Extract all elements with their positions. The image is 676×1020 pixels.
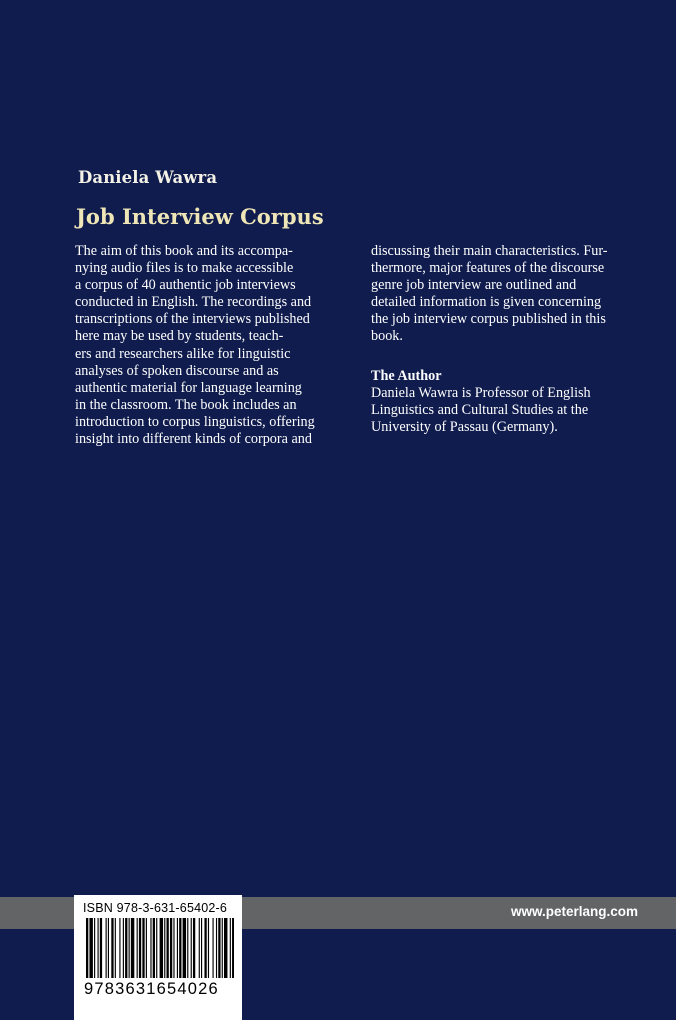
barcode-bar bbox=[177, 918, 178, 978]
barcode-bar bbox=[142, 918, 144, 978]
barcode-digits: 9783631654026 bbox=[84, 980, 219, 998]
barcode-bar bbox=[170, 918, 172, 978]
barcode-bar bbox=[160, 918, 163, 978]
barcode-bar bbox=[164, 918, 165, 978]
barcode-bar bbox=[129, 918, 130, 978]
barcode-bar bbox=[125, 918, 127, 978]
barcode-icon bbox=[86, 918, 234, 978]
description-line: genre job interview are outlined and bbox=[371, 277, 577, 294]
barcode-bar bbox=[187, 918, 188, 978]
barcode-bar bbox=[191, 918, 192, 978]
barcode-bar bbox=[216, 918, 217, 978]
publisher-url: www.peterlang.com bbox=[510, 904, 638, 919]
description-line: transcriptions of the interviews published bbox=[75, 311, 310, 328]
description-line: conducted in English. The recordings and bbox=[75, 294, 312, 311]
barcode-bar bbox=[230, 918, 231, 978]
barcode-bar bbox=[204, 918, 206, 978]
about-author-line: Linguistics and Cultural Studies at the bbox=[371, 401, 589, 418]
description-line: authentic material for language learning bbox=[75, 379, 302, 396]
barcode-bar bbox=[156, 918, 157, 978]
author-name: Daniela Wawra bbox=[78, 168, 218, 187]
barcode-bar bbox=[224, 918, 227, 978]
isbn-label: ISBN 978-3-631-65402-6 bbox=[83, 901, 228, 915]
barcode-bar bbox=[108, 918, 109, 978]
barcode-bar bbox=[115, 918, 116, 978]
barcode-bar bbox=[179, 918, 181, 978]
barcode-bar bbox=[153, 918, 155, 978]
barcode-bar bbox=[86, 918, 88, 978]
description-line: introduction to corpus linguistics, offering bbox=[75, 413, 315, 430]
barcode-bar bbox=[94, 918, 95, 978]
about-author-line: University of Passau (Germany). bbox=[371, 418, 558, 435]
barcode-bar bbox=[213, 918, 214, 978]
barcode-bar bbox=[167, 918, 169, 978]
description-line: ers and researchers alike for linguistic bbox=[75, 345, 291, 362]
description-line: here may be used by students, teach- bbox=[75, 328, 284, 345]
barcode-bar bbox=[199, 918, 200, 978]
barcode-bar bbox=[232, 918, 234, 978]
book-title: Job Interview Corpus bbox=[76, 204, 324, 229]
barcode-bar bbox=[137, 918, 138, 978]
description-column-left bbox=[75, 243, 351, 448]
description-line: detailed information is given concerning bbox=[371, 294, 602, 311]
about-author-line: Daniela Wawra is Professor of English bbox=[371, 384, 591, 401]
description-line: thermore, major features of the discourse bbox=[371, 260, 605, 277]
barcode-bar bbox=[146, 918, 147, 978]
barcode-bar bbox=[89, 918, 92, 978]
barcode-bar bbox=[218, 918, 220, 978]
barcode-bar bbox=[111, 918, 113, 978]
description-line: in the classroom. The book includes an bbox=[75, 396, 297, 413]
description-line: analyses of spoken discourse and as bbox=[75, 362, 279, 379]
description-column-right bbox=[371, 243, 639, 436]
barcode-bar bbox=[139, 918, 141, 978]
barcode-bar bbox=[123, 918, 124, 978]
description-line: the job interview corpus published in this bbox=[371, 311, 606, 328]
description-line: insight into different kinds of corpora and bbox=[75, 431, 312, 448]
barcode-bar bbox=[193, 918, 195, 978]
barcode-bar bbox=[100, 918, 102, 978]
description-line: book. bbox=[371, 328, 403, 345]
description-line: The aim of this book and its accompa- bbox=[75, 243, 293, 259]
description-line: a corpus of 40 authentic job interviews bbox=[75, 277, 296, 294]
barcode-bar bbox=[222, 918, 223, 978]
barcode-bar bbox=[208, 918, 209, 978]
barcode-bar bbox=[150, 918, 151, 978]
barcode-bar bbox=[131, 918, 134, 978]
description-line: nying audio files is to make accessible bbox=[75, 260, 294, 277]
barcode-bar bbox=[173, 918, 174, 978]
barcode-bar bbox=[98, 918, 99, 978]
about-author-heading: The Author bbox=[371, 367, 442, 384]
barcode-bar bbox=[183, 918, 186, 978]
description-line: discussing their main characteristics. Fur- bbox=[371, 243, 608, 259]
barcode-bar bbox=[201, 918, 202, 978]
barcode-bar bbox=[119, 918, 120, 978]
barcode-bar bbox=[106, 918, 107, 978]
